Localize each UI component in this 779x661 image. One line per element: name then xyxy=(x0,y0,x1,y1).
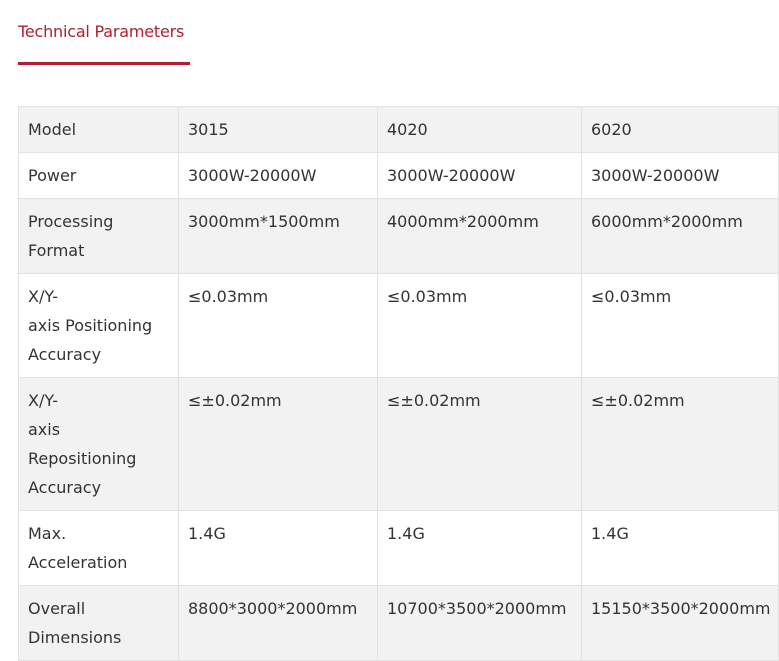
row-label-line: axis Repositioning xyxy=(28,420,137,468)
table-cell: 15150*3500*2000mm xyxy=(582,586,779,661)
row-label-line: Acceleration xyxy=(28,553,128,572)
row-label-line: Processing xyxy=(28,212,114,231)
table-row-model xyxy=(19,107,779,153)
table-cell: 3000W-20000W xyxy=(378,153,582,199)
table-cell: ≤0.03mm xyxy=(179,274,378,378)
row-label xyxy=(19,274,179,378)
row-label-line: X/Y- xyxy=(28,391,58,410)
table-cell: 6000mm*2000mm xyxy=(582,199,779,274)
table-cell: 1.4G xyxy=(582,511,779,586)
row-label-line: Format xyxy=(28,241,85,260)
table-cell: ≤±0.02mm xyxy=(378,378,582,511)
row-label xyxy=(19,511,179,586)
row-label-line: Power xyxy=(28,166,77,185)
table-row-positioning-accuracy xyxy=(19,274,779,378)
row-label xyxy=(19,153,179,199)
table-row-max-acceleration xyxy=(19,511,779,586)
table-row-overall-dimensions xyxy=(19,586,779,661)
table-cell: ≤±0.02mm xyxy=(582,378,779,511)
row-label-line: Overall xyxy=(28,599,86,618)
tab-technical-parameters[interactable]: Technical Parameters xyxy=(18,22,185,41)
table-cell: ≤0.03mm xyxy=(378,274,582,378)
table-cell: 3000W-20000W xyxy=(582,153,779,199)
table-cell: 1.4G xyxy=(378,511,582,586)
table-cell: ≤±0.02mm xyxy=(179,378,378,511)
table-row-processing-format xyxy=(19,199,779,274)
row-label-line: X/Y- xyxy=(28,287,58,306)
row-label-line: Dimensions xyxy=(28,628,122,647)
table-cell: 3015 xyxy=(179,107,378,153)
table-cell: ≤0.03mm xyxy=(582,274,779,378)
table-row-repositioning-accuracy xyxy=(19,378,779,511)
row-label-line: Max. xyxy=(28,524,67,543)
row-label-line: Accuracy xyxy=(28,478,102,497)
row-label xyxy=(19,586,179,661)
row-label-line: axis Positioning xyxy=(28,316,153,335)
table-cell: 8800*3000*2000mm xyxy=(179,586,378,661)
parameters-table xyxy=(18,106,779,661)
parameters-table-container xyxy=(18,106,771,661)
active-tab-indicator xyxy=(18,62,190,65)
row-label xyxy=(19,107,179,153)
table-cell: 4000mm*2000mm xyxy=(378,199,582,274)
table-cell: 6020 xyxy=(582,107,779,153)
table-cell: 3000mm*1500mm xyxy=(179,199,378,274)
table-row-power xyxy=(19,153,779,199)
row-label xyxy=(19,199,179,274)
table-cell: 10700*3500*2000mm xyxy=(378,586,582,661)
row-label-line: Model xyxy=(28,120,77,139)
row-label-line: Accuracy xyxy=(28,345,102,364)
row-label xyxy=(19,378,179,511)
table-cell: 4020 xyxy=(378,107,582,153)
table-cell: 3000W-20000W xyxy=(179,153,378,199)
table-cell: 1.4G xyxy=(179,511,378,586)
